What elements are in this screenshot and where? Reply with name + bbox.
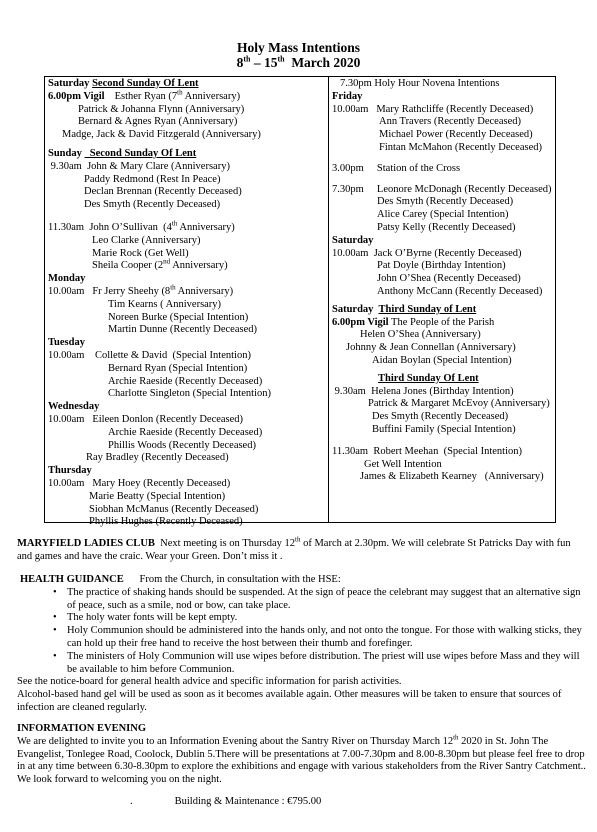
list-item: 10.00am Fr Jerry Sheehy (8th Anniversary)	[48, 283, 234, 297]
list-item: • The practice of shaking hands should be suspended. At the sign of peace the celebrant may suggest that an alternative sign of peace, such as a smile, nod or bow, can take place.	[67, 587, 587, 613]
list-item: Martin Dunne (Recently Deceased)	[108, 324, 257, 336]
list-item: Ann Travers (Recently Deceased)	[379, 116, 521, 128]
information-evening: INFORMATION EVENING We are delighted to invite you to an Information Evening about the Santry River on Thursday March 12th 2020 in St. John The Evangelist, Tonlegee Road, Coolock, Dublin 5.There will be presentations at 7.00-7.30pm and 8.00-8.30pm but please feel free to drop in at any time between 6.30-8.30pm to explore the exhibitions and engage with various stakeholders from the River Santry Catchment.. We look forward to welcoming you on the night.	[17, 723, 586, 786]
monday-heading: Monday	[48, 273, 86, 285]
list-item: Anthony McCann (Recently Deceased)	[377, 285, 543, 297]
info-heading: INFORMATION EVENING	[17, 723, 147, 734]
list-item: • The holy water fonts will be kept empty.	[67, 612, 587, 625]
vigil-line: 6.00pm Vigil The People of the Parish	[332, 316, 495, 328]
list-item: Ray Bradley (Recently Deceased)	[86, 452, 229, 464]
saturday-heading: Saturday	[332, 234, 374, 246]
list-item: Helen O’Shea (Anniversary)	[360, 329, 481, 341]
list-item: Declan Brennan (Recently Deceased)	[84, 186, 242, 198]
health-note: See the notice-board for general health advice and specific information for parish activities.	[17, 676, 402, 688]
thursday-heading: Thursday	[48, 465, 92, 477]
list-item: Des Smyth (Recently Deceased)	[372, 411, 509, 423]
list-item: • The ministers of Holy Communion will use wipes before distribution. The priest will use wipes before Mass and they will be available to him before Communion.	[67, 651, 587, 677]
sunday-heading: Sunday Second Sunday Of Lent	[48, 147, 197, 159]
list-item: Tim Kearns ( Anniversary)	[108, 298, 222, 310]
list-item: Des Smyth (Recently Deceased)	[377, 196, 514, 208]
list-item: Phillis Woods (Recently Deceased)	[108, 439, 256, 451]
list-item: Buffini Family (Special Intention)	[372, 423, 516, 435]
friday-heading: Friday	[332, 90, 363, 102]
list-item: Alice Carey (Special Intention)	[377, 209, 509, 221]
list-item: Patsy Kelly (Recently Deceased)	[377, 221, 516, 233]
health-guidance: HEALTH GUIDANCE From the Church, in consultation with the HSE: • The practice of shaking hands should be suspended. At the sign of peace the celebrant may suggest that an alternative sign of peace, such as a smile, nod or bow, can take place. • The holy water fonts will be kept empty. • Holy Communion should be administered into the hands only, and not onto the tongue. For those with walking sticks, they can hold up their free hand to receive the host between their thumb and forefinger. • The ministers of Holy Communion will use wipes before distribution. The priest will use wipes before Mass and they will be available to him before Communion. See the notice-board for general health advice and specific information for parish activities. Alcohol-based hand gel will be used as soon as it becomes available again. Other measures will be taken to ensure that sources of infection are cleaned regularly.	[17, 574, 587, 715]
list-item: 11.30am John O’Sullivan (4th Anniversary)	[48, 219, 235, 233]
ladies-club-heading: MARYFIELD LADIES CLUB	[17, 538, 155, 549]
list-item: Bernard & Agnes Ryan (Anniversary)	[78, 116, 238, 128]
tuesday-heading: Tuesday	[48, 337, 85, 349]
list-item: 11.30am Robert Meehan (Special Intention)	[332, 445, 523, 457]
health-heading: HEALTH GUIDANCE	[20, 574, 124, 585]
list-item: Pat Doyle (Birthday Intention)	[377, 260, 506, 272]
ladies-club-notice: MARYFIELD LADIES CLUB Next meeting is on Thursday 12th of March at 2.30pm. We will celebrate St Patricks Day with fun and games and have the craic. Wear your Green. Don’t miss it .	[17, 535, 571, 562]
list-item: Charlotte Singleton (Special Intention)	[108, 388, 272, 400]
list-item: Sheila Cooper (2nd Anniversary)	[92, 257, 228, 272]
list-item: John O’Shea (Recently Deceased)	[377, 273, 521, 285]
list-item: Noreen Burke (Special Intention)	[108, 311, 249, 323]
date-range: 8th – 15th March 2020	[236, 54, 361, 70]
list-item: • Holy Communion should be administered into the hands only, and not onto the tongue. For those with walking sticks, they can hold up their free hand to receive the host between their thumb and forefinger.	[67, 625, 587, 651]
list-item: 3.00pm Station of the Cross	[332, 162, 461, 174]
vigil-line: 6.00pm Vigil Esther Ryan (7th Anniversary)	[48, 88, 241, 102]
list-item: Patrick & Margaret McEvoy (Anniversary)	[368, 398, 550, 410]
list-item: Paddy Redmond (Rest In Peace)	[84, 173, 221, 185]
wednesday-heading: Wednesday	[48, 401, 100, 413]
page-title: Holy Mass Intentions	[236, 40, 361, 55]
list-item: 7.30pm Holy Hour Novena Intentions	[340, 78, 500, 89]
list-item: Phyllis Hughes (Recently Deceased)	[89, 516, 243, 528]
saturday-heading: Saturday Second Sunday Of Lent	[48, 78, 199, 89]
right-column	[332, 78, 554, 484]
list-item: Aidan Boylan (Special Intention)	[372, 354, 512, 366]
list-item: Madge, Jack & David Fitzgerald (Anniversary)	[62, 129, 261, 141]
list-item: Michael Power (Recently Deceased)	[379, 129, 533, 141]
list-item: Get Well Intention	[364, 458, 442, 470]
saturday-third-heading: Saturday Third Sunday of Lent	[332, 303, 477, 315]
list-item: 10.00am Mary Hoey (Recently Deceased)	[48, 477, 231, 489]
list-item: 10.00am Jack O’Byrne (Recently Deceased)	[332, 247, 522, 259]
list-item: Siobhan McManus (Recently Deceased)	[89, 503, 259, 515]
left-column	[48, 78, 326, 529]
health-note: Alcohol-based hand gel will be used as soon as it becomes available again. Other measures will be taken to ensure that sources of infection are cleaned regularly.	[17, 689, 562, 713]
list-item: Bernard Ryan (Special Intention)	[108, 362, 248, 374]
list-item: 7.30pm Leonore McDonagh (Recently Deceased)	[332, 183, 552, 195]
list-item: Marie Rock (Get Well)	[92, 247, 189, 259]
list-item: 10.00am Eileen Donlon (Recently Deceased)	[48, 413, 244, 425]
list-item: Leo Clarke (Anniversary)	[92, 234, 201, 246]
list-item: Archie Raeside (Recently Deceased)	[108, 426, 263, 438]
third-sunday-heading: Third Sunday Of Lent	[378, 372, 479, 384]
list-item: Patrick & Johanna Flynn (Anniversary)	[78, 103, 245, 115]
list-item: 9.30am Helena Jones (Birthday Intention)	[332, 385, 514, 397]
health-bullet-list	[17, 587, 587, 677]
list-item: Fintan McMahon (Recently Deceased)	[379, 141, 542, 153]
list-item: 10.00am Collette & David (Special Intention)	[48, 349, 251, 361]
building-maintenance: . Building & Maintenance : €795.00	[130, 796, 322, 807]
list-item: Archie Raeside (Recently Deceased)	[108, 375, 263, 387]
list-item: 10.00am Mary Rathcliffe (Recently Deceased)	[332, 103, 534, 115]
list-item: Johnny & Jean Connellan (Anniversary)	[346, 342, 516, 354]
column-divider	[328, 76, 329, 523]
list-item: Des Smyth (Recently Deceased)	[84, 199, 221, 211]
list-item: James & Elizabeth Kearney (Anniversary)	[360, 471, 544, 483]
list-item: 9.30am John & Mary Clare (Anniversary)	[48, 160, 230, 172]
list-item: Marie Beatty (Special Intention)	[89, 490, 226, 502]
